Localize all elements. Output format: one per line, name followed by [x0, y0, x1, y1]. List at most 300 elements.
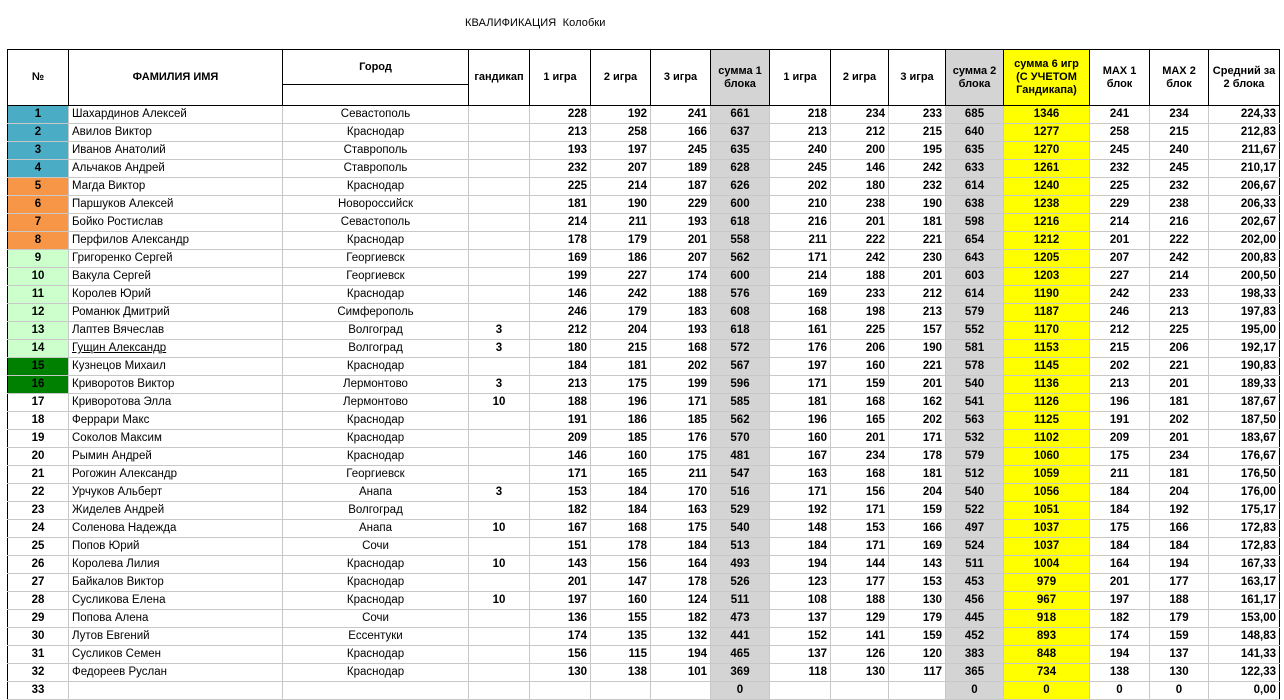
cell-game5[interactable]: 201 [831, 430, 889, 448]
cell-name[interactable]: Бойко Ростислав [69, 214, 283, 232]
cell-name[interactable]: Федореев Руслан [69, 664, 283, 682]
cell-game2[interactable]: 242 [591, 286, 651, 304]
cell-sum1[interactable]: 608 [711, 304, 770, 322]
cell-handicap[interactable]: 10 [469, 520, 530, 538]
cell-city[interactable]: Краснодар [283, 124, 469, 142]
cell-max2[interactable]: 234 [1150, 106, 1209, 124]
cell-num[interactable]: 27 [8, 574, 69, 592]
cell-sum1[interactable]: 567 [711, 358, 770, 376]
cell-avg[interactable]: 176,50 [1209, 466, 1280, 484]
cell-max2[interactable]: 188 [1150, 592, 1209, 610]
cell-name[interactable]: Криворотова Элла [69, 394, 283, 412]
cell-game4[interactable]: 148 [770, 520, 831, 538]
cell-game2[interactable]: 197 [591, 142, 651, 160]
cell-sum1[interactable]: 600 [711, 268, 770, 286]
cell-sum2[interactable]: 456 [946, 592, 1004, 610]
cell-max1[interactable]: 184 [1090, 502, 1150, 520]
cell-game4[interactable]: 137 [770, 646, 831, 664]
cell-game4[interactable]: 167 [770, 448, 831, 466]
cell-name[interactable]: Лаптев Вячеслав [69, 322, 283, 340]
cell-game6[interactable]: 181 [889, 466, 946, 484]
cell-sum1[interactable]: 600 [711, 196, 770, 214]
cell-game3[interactable]: 193 [651, 322, 711, 340]
cell-game3[interactable]: 184 [651, 538, 711, 556]
cell-sum2[interactable]: 614 [946, 178, 1004, 196]
cell-name[interactable]: Лутов Евгений [69, 628, 283, 646]
cell-avg[interactable]: 212,83 [1209, 124, 1280, 142]
cell-game4[interactable]: 169 [770, 286, 831, 304]
cell-avg[interactable]: 206,67 [1209, 178, 1280, 196]
cell-game5[interactable]: 146 [831, 160, 889, 178]
col-game3-header[interactable]: 3 игра [651, 50, 711, 106]
cell-sum1[interactable]: 465 [711, 646, 770, 664]
cell-game5[interactable] [831, 682, 889, 700]
cell-num[interactable]: 26 [8, 556, 69, 574]
cell-name[interactable]: Криворотов Виктор [69, 376, 283, 394]
cell-max2[interactable]: 232 [1150, 178, 1209, 196]
cell-game2[interactable]: 138 [591, 664, 651, 682]
cell-game2[interactable]: 196 [591, 394, 651, 412]
cell-game2[interactable]: 175 [591, 376, 651, 394]
cell-game4[interactable]: 163 [770, 466, 831, 484]
cell-sum2[interactable]: 598 [946, 214, 1004, 232]
cell-game6[interactable]: 179 [889, 610, 946, 628]
cell-sum1[interactable]: 635 [711, 142, 770, 160]
cell-game5[interactable]: 198 [831, 304, 889, 322]
cell-game4[interactable] [770, 682, 831, 700]
cell-game5[interactable]: 222 [831, 232, 889, 250]
cell-game5[interactable]: 168 [831, 466, 889, 484]
cell-max1[interactable]: 191 [1090, 412, 1150, 430]
cell-game6[interactable]: 159 [889, 628, 946, 646]
cell-max1[interactable]: 175 [1090, 448, 1150, 466]
cell-num[interactable]: 4 [8, 160, 69, 178]
cell-game2[interactable]: 160 [591, 592, 651, 610]
cell-city[interactable]: Георгиевск [283, 466, 469, 484]
cell-game6[interactable]: 233 [889, 106, 946, 124]
cell-handicap[interactable] [469, 538, 530, 556]
cell-num[interactable]: 23 [8, 502, 69, 520]
cell-game4[interactable]: 214 [770, 268, 831, 286]
cell-game4[interactable]: 152 [770, 628, 831, 646]
cell-name[interactable]: Попов Юрий [69, 538, 283, 556]
cell-game6[interactable]: 202 [889, 412, 946, 430]
cell-total[interactable]: 1059 [1004, 466, 1090, 484]
cell-game6[interactable]: 215 [889, 124, 946, 142]
cell-total[interactable]: 1170 [1004, 322, 1090, 340]
cell-handicap[interactable]: 10 [469, 592, 530, 610]
cell-handicap[interactable] [469, 286, 530, 304]
cell-num[interactable]: 3 [8, 142, 69, 160]
cell-game1[interactable]: 197 [530, 592, 591, 610]
cell-avg[interactable]: 153,00 [1209, 610, 1280, 628]
cell-name[interactable]: Королев Юрий [69, 286, 283, 304]
cell-game3[interactable]: 174 [651, 268, 711, 286]
cell-game6[interactable]: 213 [889, 304, 946, 322]
cell-city[interactable]: Краснодар [283, 358, 469, 376]
cell-city[interactable]: Краснодар [283, 232, 469, 250]
cell-game1[interactable]: 178 [530, 232, 591, 250]
cell-game2[interactable]: 215 [591, 340, 651, 358]
cell-max1[interactable]: 201 [1090, 574, 1150, 592]
cell-name[interactable]: Романюк Дмитрий [69, 304, 283, 322]
cell-handicap[interactable] [469, 466, 530, 484]
cell-max2[interactable]: 177 [1150, 574, 1209, 592]
cell-max2[interactable]: 215 [1150, 124, 1209, 142]
cell-game1[interactable]: 199 [530, 268, 591, 286]
cell-sum1[interactable]: 0 [711, 682, 770, 700]
cell-max1[interactable]: 194 [1090, 646, 1150, 664]
cell-sum1[interactable]: 572 [711, 340, 770, 358]
cell-total[interactable]: 1277 [1004, 124, 1090, 142]
cell-game6[interactable]: 195 [889, 142, 946, 160]
cell-handicap[interactable] [469, 178, 530, 196]
cell-game5[interactable]: 171 [831, 502, 889, 520]
cell-sum2[interactable]: 552 [946, 322, 1004, 340]
cell-total[interactable]: 1051 [1004, 502, 1090, 520]
cell-game2[interactable]: 168 [591, 520, 651, 538]
cell-game3[interactable]: 164 [651, 556, 711, 574]
cell-max2[interactable]: 202 [1150, 412, 1209, 430]
cell-avg[interactable]: 189,33 [1209, 376, 1280, 394]
cell-game4[interactable]: 160 [770, 430, 831, 448]
cell-sum2[interactable]: 540 [946, 484, 1004, 502]
cell-game3[interactable]: 207 [651, 250, 711, 268]
cell-game5[interactable]: 156 [831, 484, 889, 502]
cell-avg[interactable]: 206,33 [1209, 196, 1280, 214]
cell-game3[interactable]: 211 [651, 466, 711, 484]
cell-game3[interactable]: 175 [651, 448, 711, 466]
cell-handicap[interactable] [469, 232, 530, 250]
cell-max2[interactable]: 221 [1150, 358, 1209, 376]
cell-total[interactable]: 1136 [1004, 376, 1090, 394]
cell-game2[interactable] [591, 682, 651, 700]
cell-game4[interactable]: 202 [770, 178, 831, 196]
cell-city[interactable]: Краснодар [283, 412, 469, 430]
cell-avg[interactable]: 211,67 [1209, 142, 1280, 160]
cell-sum2[interactable]: 453 [946, 574, 1004, 592]
cell-max2[interactable]: 213 [1150, 304, 1209, 322]
cell-sum1[interactable]: 529 [711, 502, 770, 520]
cell-num[interactable]: 32 [8, 664, 69, 682]
cell-max1[interactable]: 209 [1090, 430, 1150, 448]
cell-game6[interactable]: 242 [889, 160, 946, 178]
cell-game4[interactable]: 194 [770, 556, 831, 574]
cell-handicap[interactable] [469, 610, 530, 628]
cell-city[interactable]: Севастополь [283, 214, 469, 232]
cell-total[interactable]: 979 [1004, 574, 1090, 592]
cell-sum2[interactable]: 383 [946, 646, 1004, 664]
cell-game1[interactable]: 212 [530, 322, 591, 340]
cell-max2[interactable]: 238 [1150, 196, 1209, 214]
cell-max2[interactable]: 240 [1150, 142, 1209, 160]
cell-max1[interactable]: 184 [1090, 538, 1150, 556]
cell-num[interactable]: 1 [8, 106, 69, 124]
cell-max1[interactable]: 207 [1090, 250, 1150, 268]
cell-game1[interactable]: 191 [530, 412, 591, 430]
cell-game5[interactable]: 234 [831, 448, 889, 466]
cell-city[interactable]: Лермонтово [283, 394, 469, 412]
cell-total[interactable]: 1261 [1004, 160, 1090, 178]
col-sum2-header[interactable]: сумма 2 блока [946, 50, 1004, 106]
cell-game1[interactable]: 167 [530, 520, 591, 538]
cell-game2[interactable]: 156 [591, 556, 651, 574]
cell-max1[interactable]: 174 [1090, 628, 1150, 646]
cell-game6[interactable]: 212 [889, 286, 946, 304]
cell-max2[interactable]: 179 [1150, 610, 1209, 628]
cell-game5[interactable]: 153 [831, 520, 889, 538]
cell-handicap[interactable] [469, 664, 530, 682]
cell-game5[interactable]: 238 [831, 196, 889, 214]
cell-game4[interactable]: 211 [770, 232, 831, 250]
cell-sum2[interactable]: 452 [946, 628, 1004, 646]
cell-game3[interactable] [651, 682, 711, 700]
cell-game2[interactable]: 115 [591, 646, 651, 664]
cell-max1[interactable]: 241 [1090, 106, 1150, 124]
cell-game3[interactable]: 168 [651, 340, 711, 358]
col-city-header[interactable] [283, 50, 469, 106]
cell-num[interactable]: 17 [8, 394, 69, 412]
cell-game1[interactable]: 214 [530, 214, 591, 232]
cell-name[interactable]: Григоренко Сергей [69, 250, 283, 268]
cell-sum1[interactable]: 596 [711, 376, 770, 394]
cell-game5[interactable]: 225 [831, 322, 889, 340]
cell-game5[interactable]: 201 [831, 214, 889, 232]
col-game4-header[interactable]: 1 игра [770, 50, 831, 106]
cell-total[interactable]: 1037 [1004, 538, 1090, 556]
cell-name[interactable]: Магда Виктор [69, 178, 283, 196]
cell-num[interactable]: 28 [8, 592, 69, 610]
cell-game1[interactable]: 184 [530, 358, 591, 376]
cell-game2[interactable]: 190 [591, 196, 651, 214]
cell-sum1[interactable]: 516 [711, 484, 770, 502]
cell-game1[interactable]: 146 [530, 286, 591, 304]
cell-max1[interactable]: 258 [1090, 124, 1150, 142]
cell-sum2[interactable]: 511 [946, 556, 1004, 574]
cell-sum1[interactable]: 661 [711, 106, 770, 124]
cell-max2[interactable]: 204 [1150, 484, 1209, 502]
cell-max2[interactable]: 225 [1150, 322, 1209, 340]
cell-avg[interactable]: 172,83 [1209, 520, 1280, 538]
cell-game1[interactable]: 182 [530, 502, 591, 520]
cell-game6[interactable] [889, 682, 946, 700]
cell-total[interactable]: 1203 [1004, 268, 1090, 286]
cell-game3[interactable]: 124 [651, 592, 711, 610]
cell-city[interactable]: Ессентуки [283, 628, 469, 646]
cell-handicap[interactable] [469, 124, 530, 142]
cell-sum2[interactable]: 578 [946, 358, 1004, 376]
cell-game6[interactable]: 178 [889, 448, 946, 466]
cell-city[interactable]: Анапа [283, 520, 469, 538]
cell-game2[interactable]: 165 [591, 466, 651, 484]
cell-city[interactable]: Ставрополь [283, 160, 469, 178]
col-game5-header[interactable]: 2 игра [831, 50, 889, 106]
cell-game2[interactable]: 147 [591, 574, 651, 592]
cell-max2[interactable]: 201 [1150, 376, 1209, 394]
cell-game6[interactable]: 153 [889, 574, 946, 592]
cell-max2[interactable]: 184 [1150, 538, 1209, 556]
cell-game3[interactable]: 182 [651, 610, 711, 628]
cell-game4[interactable]: 210 [770, 196, 831, 214]
cell-game5[interactable]: 233 [831, 286, 889, 304]
cell-city[interactable]: Волгоград [283, 322, 469, 340]
cell-sum2[interactable]: 633 [946, 160, 1004, 178]
cell-total[interactable]: 1346 [1004, 106, 1090, 124]
cell-game6[interactable]: 157 [889, 322, 946, 340]
cell-game3[interactable]: 166 [651, 124, 711, 142]
cell-game5[interactable]: 212 [831, 124, 889, 142]
cell-num[interactable]: 20 [8, 448, 69, 466]
cell-sum1[interactable]: 558 [711, 232, 770, 250]
cell-num[interactable]: 16 [8, 376, 69, 394]
col-game6-header[interactable]: 3 игра [889, 50, 946, 106]
cell-game1[interactable]: 174 [530, 628, 591, 646]
cell-game2[interactable]: 227 [591, 268, 651, 286]
cell-num[interactable]: 7 [8, 214, 69, 232]
cell-name[interactable]: Попова Алена [69, 610, 283, 628]
cell-num[interactable]: 10 [8, 268, 69, 286]
cell-game6[interactable]: 143 [889, 556, 946, 574]
cell-game5[interactable]: 180 [831, 178, 889, 196]
cell-total[interactable]: 918 [1004, 610, 1090, 628]
cell-city[interactable]: Краснодар [283, 286, 469, 304]
cell-game1[interactable]: 153 [530, 484, 591, 502]
cell-game4[interactable]: 181 [770, 394, 831, 412]
cell-num[interactable]: 24 [8, 520, 69, 538]
cell-sum2[interactable]: 654 [946, 232, 1004, 250]
cell-total[interactable]: 734 [1004, 664, 1090, 682]
cell-sum2[interactable]: 540 [946, 376, 1004, 394]
cell-game6[interactable]: 201 [889, 268, 946, 286]
cell-game2[interactable]: 178 [591, 538, 651, 556]
cell-sum1[interactable]: 540 [711, 520, 770, 538]
cell-city[interactable]: Георгиевск [283, 268, 469, 286]
cell-num[interactable]: 12 [8, 304, 69, 322]
cell-game1[interactable]: 225 [530, 178, 591, 196]
cell-sum1[interactable]: 618 [711, 214, 770, 232]
cell-sum2[interactable]: 365 [946, 664, 1004, 682]
cell-max2[interactable]: 137 [1150, 646, 1209, 664]
cell-game4[interactable]: 118 [770, 664, 831, 682]
cell-name[interactable]: Иванов Анатолий [69, 142, 283, 160]
cell-game3[interactable]: 241 [651, 106, 711, 124]
cell-game3[interactable]: 175 [651, 520, 711, 538]
cell-sum2[interactable]: 0 [946, 682, 1004, 700]
cell-max1[interactable]: 246 [1090, 304, 1150, 322]
cell-max1[interactable]: 229 [1090, 196, 1150, 214]
cell-game3[interactable]: 201 [651, 232, 711, 250]
cell-total[interactable]: 1060 [1004, 448, 1090, 466]
cell-total[interactable]: 1153 [1004, 340, 1090, 358]
cell-game1[interactable]: 136 [530, 610, 591, 628]
cell-num[interactable]: 9 [8, 250, 69, 268]
cell-total[interactable]: 1102 [1004, 430, 1090, 448]
cell-num[interactable]: 14 [8, 340, 69, 358]
cell-name[interactable]: Кузнецов Михаил [69, 358, 283, 376]
cell-sum1[interactable]: 547 [711, 466, 770, 484]
cell-max2[interactable]: 234 [1150, 448, 1209, 466]
cell-game2[interactable]: 214 [591, 178, 651, 196]
cell-game4[interactable]: 197 [770, 358, 831, 376]
cell-game4[interactable]: 216 [770, 214, 831, 232]
cell-game4[interactable]: 196 [770, 412, 831, 430]
cell-num[interactable]: 8 [8, 232, 69, 250]
cell-game3[interactable]: 199 [651, 376, 711, 394]
cell-num[interactable]: 31 [8, 646, 69, 664]
cell-sum1[interactable]: 493 [711, 556, 770, 574]
cell-game3[interactable]: 185 [651, 412, 711, 430]
col-sum1-header[interactable]: сумма 1 блока [711, 50, 770, 106]
cell-game5[interactable]: 159 [831, 376, 889, 394]
cell-game3[interactable]: 189 [651, 160, 711, 178]
cell-city[interactable]: Новороссийск [283, 196, 469, 214]
cell-sum2[interactable]: 643 [946, 250, 1004, 268]
cell-max1[interactable]: 225 [1090, 178, 1150, 196]
cell-game4[interactable]: 171 [770, 484, 831, 502]
cell-total[interactable]: 1125 [1004, 412, 1090, 430]
cell-total[interactable]: 848 [1004, 646, 1090, 664]
col-game2-header[interactable]: 2 игра [591, 50, 651, 106]
cell-game1[interactable]: 213 [530, 376, 591, 394]
cell-max2[interactable]: 214 [1150, 268, 1209, 286]
cell-sum1[interactable]: 481 [711, 448, 770, 466]
cell-handicap[interactable] [469, 412, 530, 430]
cell-game2[interactable]: 155 [591, 610, 651, 628]
cell-city[interactable]: Севастополь [283, 106, 469, 124]
cell-avg[interactable]: 141,33 [1209, 646, 1280, 664]
cell-max1[interactable]: 164 [1090, 556, 1150, 574]
cell-handicap[interactable] [469, 628, 530, 646]
cell-avg[interactable]: 122,33 [1209, 664, 1280, 682]
cell-game5[interactable]: 129 [831, 610, 889, 628]
cell-game2[interactable]: 186 [591, 250, 651, 268]
cell-sum2[interactable]: 614 [946, 286, 1004, 304]
cell-city[interactable]: Симферополь [283, 304, 469, 322]
cell-num[interactable]: 29 [8, 610, 69, 628]
cell-handicap[interactable]: 3 [469, 376, 530, 394]
cell-max1[interactable]: 214 [1090, 214, 1150, 232]
cell-game1[interactable]: 181 [530, 196, 591, 214]
cell-total[interactable]: 1238 [1004, 196, 1090, 214]
cell-game3[interactable]: 187 [651, 178, 711, 196]
cell-game2[interactable]: 207 [591, 160, 651, 178]
cell-avg[interactable]: 197,83 [1209, 304, 1280, 322]
cell-game6[interactable]: 221 [889, 232, 946, 250]
cell-handicap[interactable] [469, 214, 530, 232]
cell-sum1[interactable]: 526 [711, 574, 770, 592]
cell-handicap[interactable] [469, 574, 530, 592]
cell-game5[interactable]: 242 [831, 250, 889, 268]
cell-city[interactable] [283, 682, 469, 700]
cell-city[interactable]: Анапа [283, 484, 469, 502]
cell-total[interactable]: 1187 [1004, 304, 1090, 322]
cell-sum1[interactable]: 513 [711, 538, 770, 556]
cell-game1[interactable]: 246 [530, 304, 591, 322]
cell-game5[interactable]: 177 [831, 574, 889, 592]
cell-sum2[interactable]: 635 [946, 142, 1004, 160]
cell-city[interactable]: Краснодар [283, 448, 469, 466]
cell-avg[interactable]: 175,17 [1209, 502, 1280, 520]
cell-game2[interactable]: 184 [591, 502, 651, 520]
cell-handicap[interactable] [469, 448, 530, 466]
cell-max1[interactable]: 227 [1090, 268, 1150, 286]
cell-sum2[interactable]: 563 [946, 412, 1004, 430]
cell-max1[interactable]: 212 [1090, 322, 1150, 340]
cell-game3[interactable]: 183 [651, 304, 711, 322]
cell-total[interactable]: 1205 [1004, 250, 1090, 268]
cell-num[interactable]: 6 [8, 196, 69, 214]
cell-name[interactable]: Вакула Сергей [69, 268, 283, 286]
